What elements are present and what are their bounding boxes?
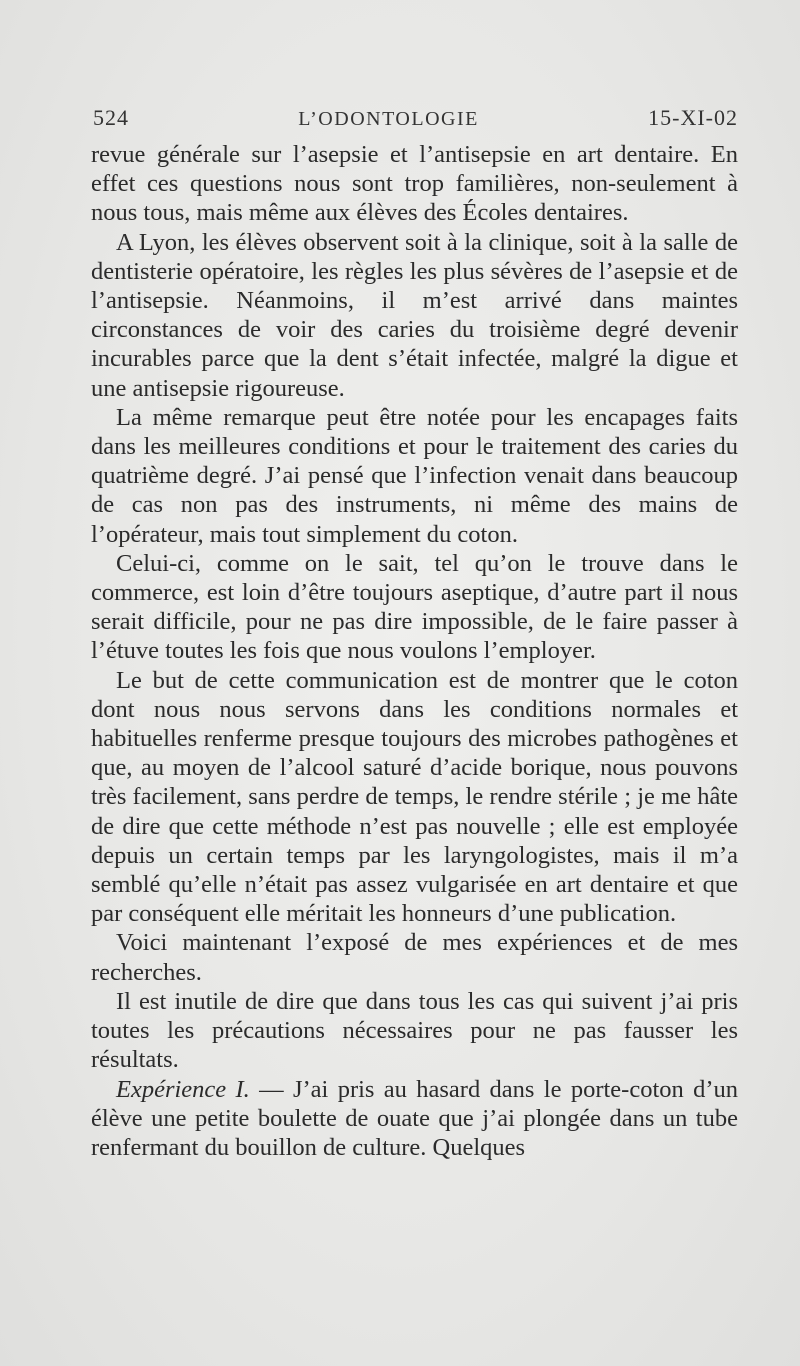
paragraph-experience xyxy=(91,1075,738,1163)
paragraph: Voici maintenant l’exposé de mes expériences et de mes recherches. xyxy=(91,929,738,986)
paragraph: La même remarque peut être notée pour les encapages faits dans les meilleures conditions et pour le traitement des caries du quatrième degré. J’ai pensé que l’infection venait dans beaucoup de cas non pas des instruments, ni même des mains de l’opérateur, mais tout simplement du coton. xyxy=(91,403,738,548)
paragraph: Celui-ci, comme on le sait, tel qu’on le trouve dans le commerce, est loin d’être toujours aseptique, d’autre part il nous serait difficile, pour ne pas dire impossible, de le faire passer à l’étuve toutes les fois que nous voulons l’employer. xyxy=(91,549,738,665)
paragraph: A Lyon, les élèves observent soit à la clinique, soit à la salle de dentisterie opératoire, les règles les plus sévères de l’asepsie et de l’antisepsie. Néanmoins, il m’est arrivé dans maintes circonstances de voir des caries du troisième degré devenir incurables parce que la dent s’était infectée, malgré la digue et une antisepsie rigoureuse. xyxy=(91,228,738,402)
paragraph: Le but de cette communication est de montrer que le coton dont nous nous servons dans les conditions normales et habituelles renferme presque toujours des microbes pathogènes et que, au moyen de l’alcool saturé d’acide borique, nous pouvons très facilement, sans perdre de temps, le rendre stérile ; je me hâte de dire que cette méthode n’est pas nouvelle ; elle est employée depuis un certain temps par les laryngologistes, mais il m’a semblé qu’elle n’était pas assez vulgarisée en art dentaire et que par conséquent elle méritait les honneurs d’une publication. xyxy=(91,666,738,928)
experience-label: Expérience I. xyxy=(116,1075,250,1103)
running-header xyxy=(93,105,738,131)
paragraph: revue générale sur l’asepsie et l’antisepsie en art dentaire. En effet ces questions nous sont trop familières, non-seulement à nous tous, mais même aux élèves des Écoles dentaires. xyxy=(91,141,738,227)
issue-date: 15-XI-02 xyxy=(648,105,738,130)
page-number: 524 xyxy=(93,105,129,130)
journal-title: L’ODONTOLOGIE xyxy=(298,108,479,130)
experience-text: — J’ai pris au hasard dans le porte-coton d’un élève une petite boulette de ouate que j’ai plongée dans un tube renfermant du bouillon de culture. Quelques xyxy=(91,1075,738,1161)
body-text xyxy=(91,140,738,1162)
paragraph: Il est inutile de dire que dans tous les cas qui suivent j’ai pris toutes les précautions nécessaires pour ne pas fausser les résultats. xyxy=(91,987,738,1074)
